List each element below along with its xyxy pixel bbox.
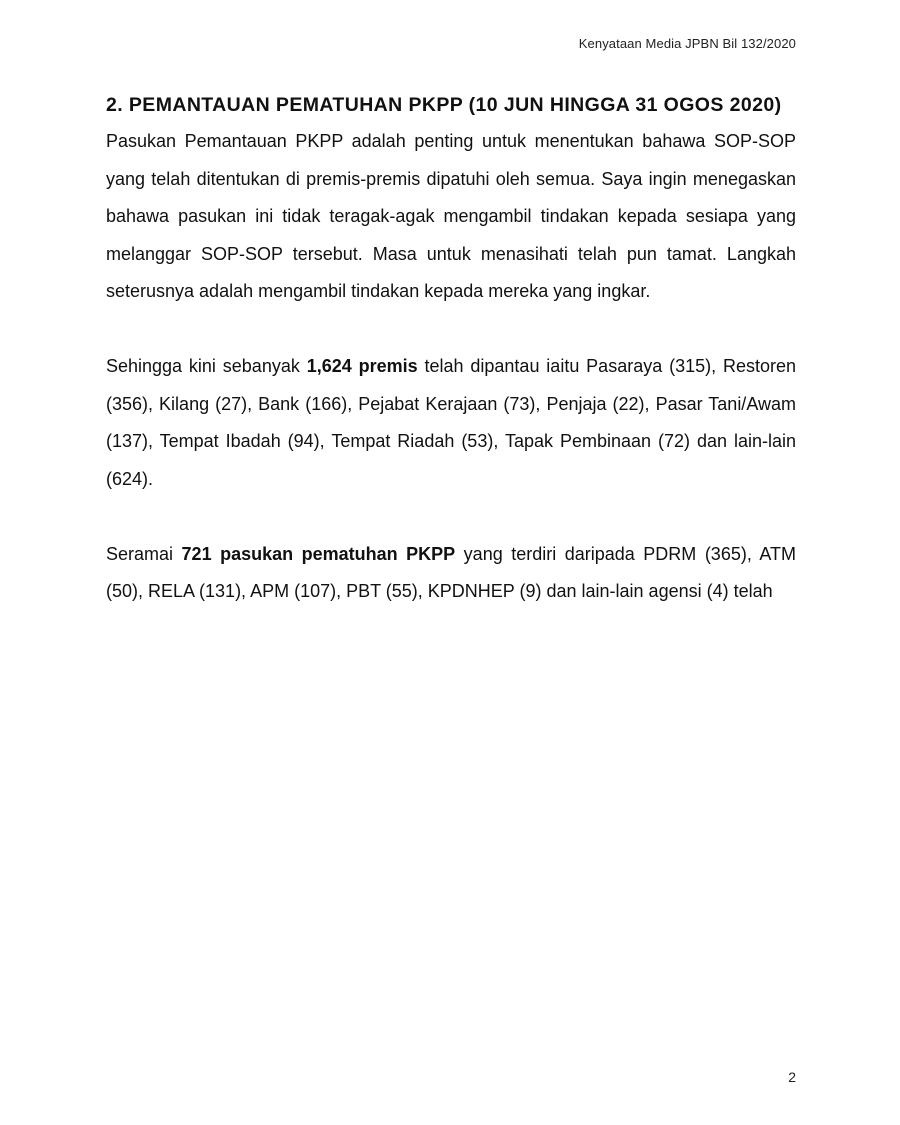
premises-breakdown-text: telah dipantau iaitu Pasaraya (315), Restoren (356), Kilang (27), Bank (166), Pejabat Kerajaan (73), Penjaja (22), Pasar Tani/Awam (137), Tempat Ibadah (94), Tempat Riadah (53), Tapak Pembinaan (72) dan lain-lain (624). <box>106 356 796 489</box>
document-body <box>106 88 796 611</box>
teams-lead-text: Seramai <box>106 543 182 564</box>
paragraph-monitoring-team: Pasukan Pemantauan PKPP adalah penting untuk menentukan bahawa SOP-SOP yang telah ditentukan di premis-premis dipatuhi oleh semua. Saya ingin menegaskan bahawa pasukan ini tidak teragak-agak mengambil tindakan kepada sesiapa yang melanggar SOP-SOP tersebut. Masa untuk menasihati telah pun tamat. Langkah seterusnya adalah mengambil tindakan kepada mereka yang ingkar. <box>106 131 796 301</box>
document-reference: Kenyataan Media JPBN Bil 132/2020 <box>578 36 796 51</box>
teams-breakdown-text: yang terdiri daripada PDRM (365), ATM (50), RELA (131), APM (107), PBT (55), KPDNHEP (9) dan lain-lain agensi (4) telah <box>106 543 797 601</box>
teams-count-highlight: 721 pasukan pematuhan PKPP <box>181 543 456 564</box>
paragraph-premises-monitored <box>106 348 796 498</box>
paragraph-compliance-teams <box>106 536 796 611</box>
premises-lead-text: Sehingga kini sebanyak <box>106 356 307 376</box>
premises-count-highlight: 1,624 premis <box>306 356 418 376</box>
page-number: 2 <box>788 1069 796 1085</box>
section-heading: 2. PEMANTAUAN PEMATUHAN PKPP (10 JUN HINGGA 31 OGOS 2020) <box>106 94 782 116</box>
